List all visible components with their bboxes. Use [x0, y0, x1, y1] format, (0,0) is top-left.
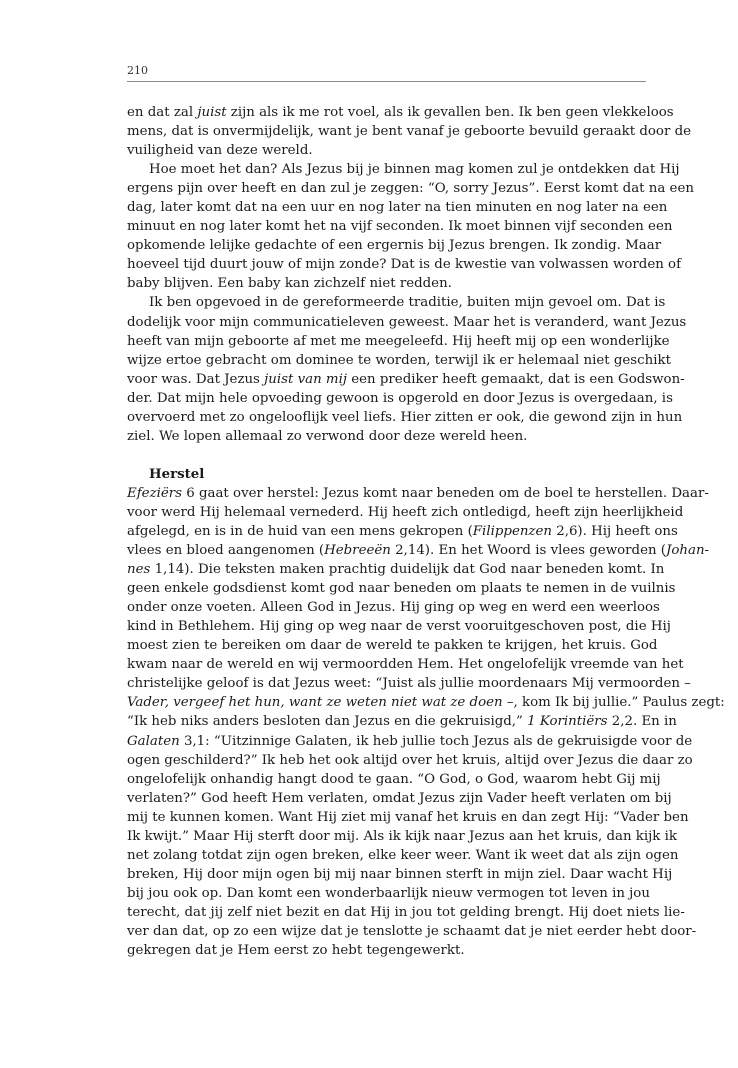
text-line: ongelofelijk onhandig hangt dood te gaan. “O God, o God, waarom hebt Gij mij	[127, 771, 661, 787]
text-line: dag, later komt dat na een uur en nog later na tien minuten en nog later na een	[127, 200, 668, 216]
text-line: mij te kunnen komen. Want Hij ziet mij vanaf het kruis en dan zegt Hij: “Vader ben	[127, 809, 689, 825]
text-line: wijze ertoe gebracht om dominee te worden, terwijl ik er helemaal niet geschikt	[127, 352, 671, 368]
text-line: Efeziërs 6 gaat over herstel: Jezus komt naar beneden om de boel te herstellen. Daar-	[127, 485, 709, 501]
text-line: afgelegd, en is in de huid van een mens gekropen (Filippenzen 2,6). Hij heeft ons	[127, 523, 678, 539]
text-line: terecht, dat jij zelf niet bezit en dat Hij in jou tot gelding brengt. Hij doet niets lie-	[127, 904, 685, 920]
text-line: ergens pijn over heeft en dan zul je zeggen: “O, sorry Jezus”. Eerst komt dat na een	[127, 181, 694, 197]
section-gap	[127, 446, 646, 465]
section-heading: Herstel	[149, 465, 205, 482]
text-line: “Ik heb niks anders besloten dan Jezus en die gekruisigd,” 1 Korintiërs 2,2. En in	[127, 714, 677, 730]
text-line: ogen geschilderd?” Ik heb het ook altijd over het kruis, altijd over Jezus die daar zo	[127, 752, 693, 768]
text-line: christelijke geloof is dat Jezus weet: “Juist als jullie moordenaars Mij vermoorden –	[127, 676, 691, 692]
text-line: nes 1,14). Die teksten maken prachtig duidelijk dat God naar beneden komt. In	[127, 562, 665, 578]
text-line: minuut en nog later komt het na vijf seconden. Ik moet binnen vijf seconden een	[127, 219, 673, 235]
page-number: 210	[127, 64, 148, 77]
paragraph-3	[127, 293, 687, 445]
text-line: verlaten?” God heeft Hem verlaten, omdat Jezus zijn Vader heeft verlaten om bij	[127, 790, 672, 806]
text-line: dodelijk voor mijn communicatieleven geweest. Maar het is veranderd, want Jezus	[127, 314, 687, 330]
text-line: net zolang totdat zijn ogen breken, elke keer weer. Want ik weet dat als zijn ogen	[127, 847, 679, 863]
text-line: Vader, vergeef het hun, want ze weten niet wat ze doen –, kom Ik bij jullie.” Paulus zegt:	[127, 695, 725, 711]
text-line: heeft van mijn geboorte af met me meegeleefd. Hij heeft mij op een wonderlijke	[127, 333, 670, 349]
text-line: Ik kwijt.” Maar Hij sterft door mij. Als ik kijk naar Jezus aan het kruis, dan kijk ik	[127, 828, 677, 844]
text-line: der. Dat mijn hele opvoeding gewoon is opgerold en door Jezus is overgedaan, is	[127, 390, 673, 406]
paragraph-4	[127, 484, 725, 960]
text-line: geen enkele godsdienst komt god naar beneden om plaats te nemen in de vuilnis	[127, 581, 676, 597]
body-text	[127, 103, 725, 960]
text-line: ver dan dat, op zo een wijze dat je tenslotte je schaamt dat je niet eerder hebt door-	[127, 923, 697, 939]
text-line: overvoerd met zo ongelooflijk veel liefs. Hier zitten er ook, die gewond zijn in hun	[127, 409, 683, 425]
text-line: vuiligheid van deze wereld.	[127, 143, 313, 159]
text-line: breken, Hij door mijn ogen bij mij naar binnen sterft in mijn ziel. Daar wacht Hij	[127, 866, 673, 882]
text-line: voor werd Hij helemaal vernederd. Hij heeft zich ontledigd, heeft zijn heerlijkheid	[127, 504, 684, 520]
text-line: ziel. We lopen allemaal zo verwond door deze wereld heen.	[127, 428, 528, 444]
text-line: kwam naar de wereld en wij vermoordden Hem. Het ongelofelijk vreemde van het	[127, 657, 684, 673]
text-line: voor was. Dat Jezus juist van mij een prediker heeft gemaakt, dat is een Godswon-	[127, 371, 685, 387]
header-rule	[127, 81, 646, 82]
text-line: Ik ben opgevoed in de gereformeerde traditie, buiten mijn gevoel om. Dat is	[149, 295, 666, 311]
text-line: onder onze voeten. Alleen God in Jezus. Hij ging op weg en werd een weerloos	[127, 600, 660, 616]
paragraph-1	[127, 103, 692, 160]
text-line: bij jou ook op. Dan komt een wonderbaarlijk nieuw vermogen tot leven in jou	[127, 885, 650, 901]
text-line: hoeveel tijd duurt jouw of mijn zonde? Dat is de kwestie van volwassen worden of	[127, 257, 682, 273]
text-line: kind in Bethlehem. Hij ging op weg naar de verst vooruitgeschoven post, die Hij	[127, 619, 671, 635]
text-line: mens, dat is onvermijdelijk, want je bent vanaf je geboorte bevuild geraakt door de	[127, 124, 692, 140]
text-line: gekregen dat je Hem eerst zo hebt tegengewerkt.	[127, 943, 465, 959]
text-line: Hoe moet het dan? Als Jezus bij je binnen mag komen zul je ontdekken dat Hij	[149, 162, 680, 178]
text-line: opkomende lelijke gedachte of een ergernis bij Jezus brengen. Ik zondig. Maar	[127, 238, 662, 254]
paragraph-2	[127, 160, 694, 293]
text-line: en dat zal juist zijn als ik me rot voel, als ik gevallen ben. Ik ben geen vlekkeloos	[127, 105, 674, 120]
text-line: baby blijven. Een baby kan zichzelf niet redden.	[127, 276, 452, 292]
text-line: moest zien te bereiken om daar de wereld te pakken te krijgen, het kruis. God	[127, 638, 658, 654]
text-line: Galaten 3,1: “Uitzinnige Galaten, ik heb jullie toch Jezus als de gekruisigde voor de	[127, 733, 693, 749]
text-line: vlees en bloed aangenomen (Hebreeën 2,14). En het Woord is vlees geworden (Johan-	[127, 543, 710, 559]
